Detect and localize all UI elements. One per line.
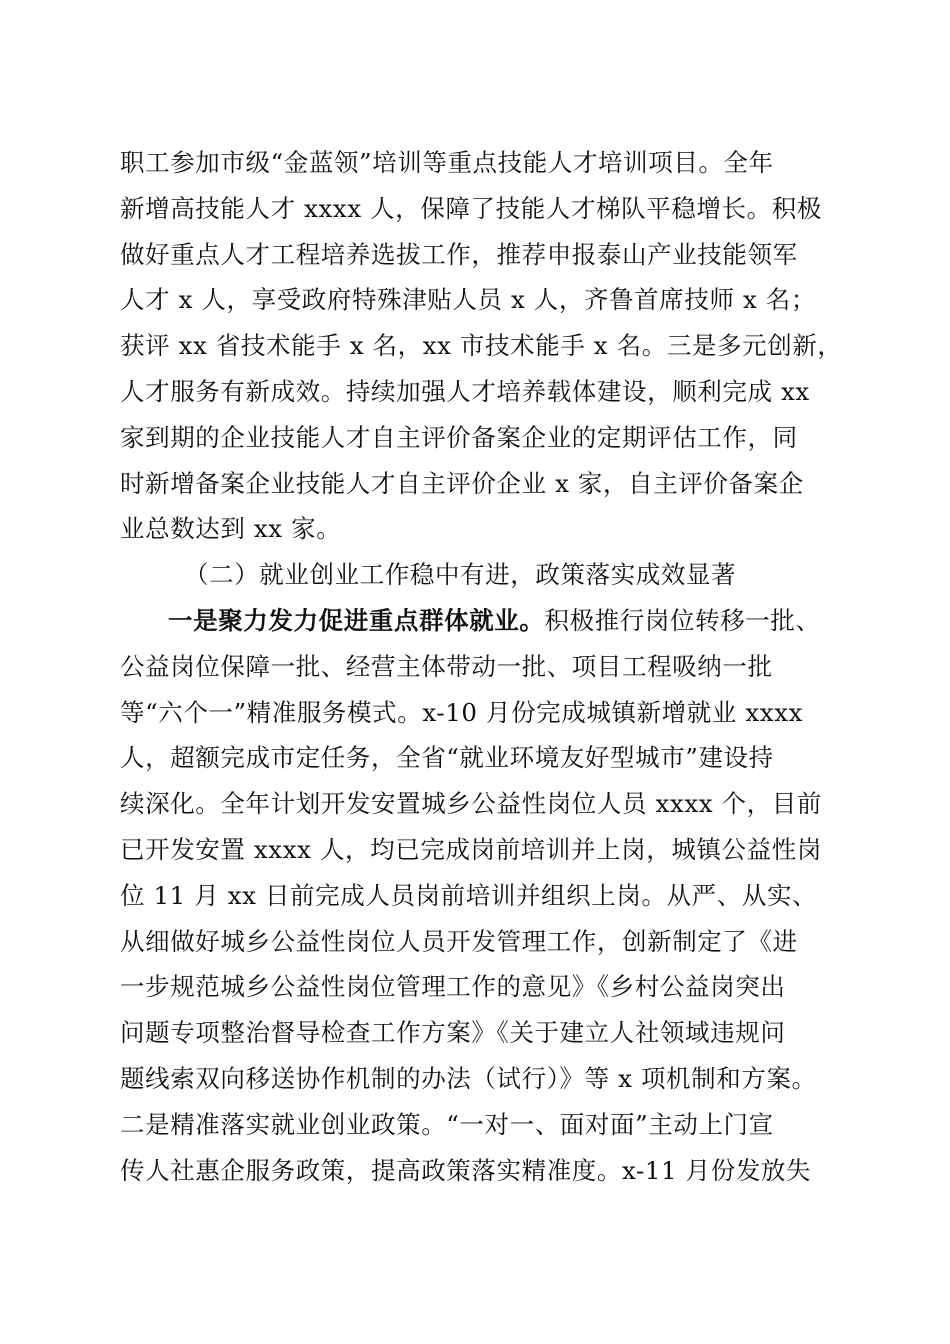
text-line: 等“六个一”精准服务模式。x-10 月份完成城镇新增就业 xxxx (120, 697, 804, 727)
text-line: 传人社惠企服务政策，提高政策落实精准度。x-11 月份发放失 (120, 1155, 812, 1185)
text-line: 二是精准落实就业创业政策。“一对一、面对面”主动上门宣 (120, 1109, 774, 1139)
paragraph-first-line (120, 598, 830, 644)
text-line: 人才 x 人，享受政府特殊津贴人员 x 人，齐鲁首席技师 x 名； (120, 285, 816, 315)
text-line: 业总数达到 xx 家。 (120, 514, 342, 544)
text-line: 职工参加市级“金蓝领”培训等重点技能人才培训项目。全年 (120, 148, 774, 177)
text-line: 获评 xx 省技术能手 x 名，xx 市技术能手 x 名。三是多元创新， (120, 331, 843, 361)
text-line: 家到期的企业技能人才自主评价备案企业的定期评估工作，同 (120, 422, 798, 452)
text-line: 从细做好城乡公益性岗位人员开发管理工作，创新制定了《进 (120, 926, 798, 956)
text-line: 人，超额完成市定任务，全省“就业环境友好型城市”建设持 (120, 743, 774, 773)
text-line: 位 11 月 xx 日前完成人员岗前培训并组织上岗。从严、从实、 (120, 880, 818, 910)
text-line: 续深化。全年计划开发安置城乡公益性岗位人员 xxxx 个，目前 (120, 789, 822, 819)
section-heading: （二）就业创业工作稳中有进，政策落实成效显著 (184, 560, 737, 590)
text-line: 题线索双向移送协作机制的办法（试行）》等 x 项机制和方案。 (120, 1063, 817, 1093)
text-line: 问题专项整治督导检查工作方案》《关于建立人社领域违规问 (120, 1018, 786, 1048)
text-line: 一步规范城乡公益性岗位管理工作的意见》《乡村公益岗突出 (120, 972, 786, 1002)
text-line: 做好重点人才工程培养选拔工作，推荐申报泰山产业技能领军 (120, 239, 798, 269)
paragraph-lead-sentence: 一是聚力发力促进重点群体就业。 (168, 605, 545, 635)
text-line: 已开发安置 xxxx 人，均已完成岗前培训并上岗，城镇公益性岗 (120, 834, 822, 864)
text-line: 人才服务有新成效。持续加强人才培养载体建设，顺利完成 xx (120, 376, 810, 406)
paragraph-first-line-rest: 积极推行岗位转移一批、 (544, 605, 821, 635)
text-line: 公益岗位保障一批、经营主体带动一批、项目工程吸纳一批 (120, 651, 773, 681)
text-line: 时新增备案企业技能人才自主评价企业 x 家，自主评价备案企 (120, 468, 804, 498)
text-line: 新增高技能人才 xxxx 人，保障了技能人才梯队平稳增长。积极 (120, 193, 822, 223)
document-body (120, 140, 843, 1193)
